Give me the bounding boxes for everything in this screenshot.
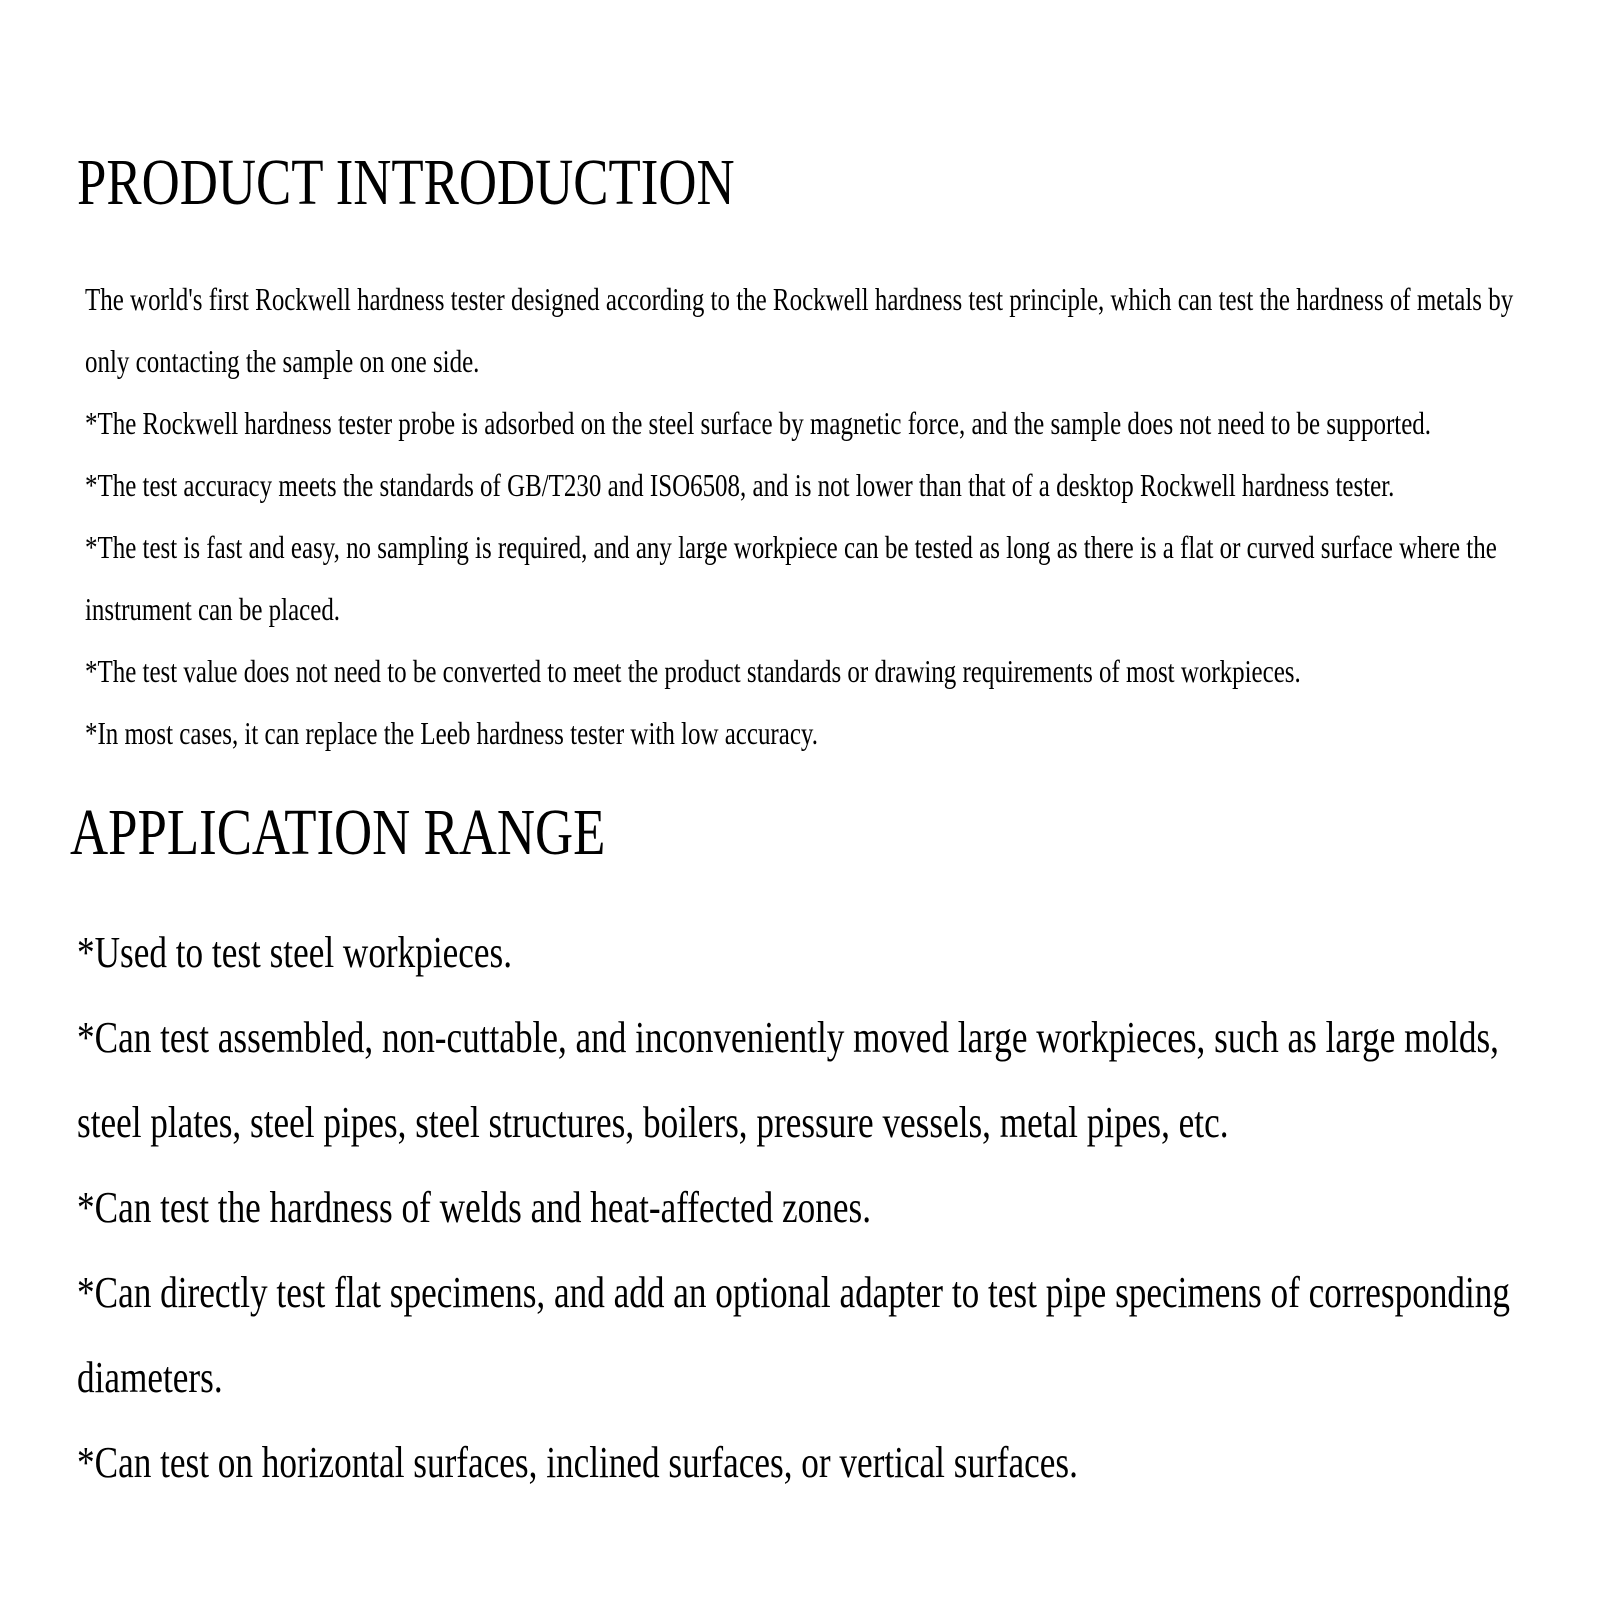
product-introduction-heading: PRODUCT INTRODUCTION xyxy=(77,146,735,219)
range-bullet: *Can directly test flat specimens, and add an optional adapter to test pipe specimens of corresponding diameters. xyxy=(77,1268,1511,1402)
range-bullet: *Can test on horizontal surfaces, inclined surfaces, or vertical surfaces. xyxy=(77,1438,1078,1487)
intro-bullet: *The test is fast and easy, no sampling is required, and any large workpiece can be tested as long as there is a flat or curved surface where the instrument can be placed. xyxy=(85,529,1497,627)
range-bullet: *Used to test steel workpieces. xyxy=(77,928,512,977)
range-bullet: *Can test assembled, non-cuttable, and inconveniently moved large workpieces, such as large molds, steel plates, steel pipes, steel structures, boilers, pressure vessels, metal pipes, etc. xyxy=(77,1013,1499,1147)
intro-bullet: *In most cases, it can replace the Leeb hardness tester with low accuracy. xyxy=(85,715,819,751)
product-introduction-body xyxy=(85,268,1536,764)
intro-bullet: *The test value does not need to be converted to meet the product standards or drawing requirements of most workpieces. xyxy=(85,653,1301,689)
intro-bullet: *The test accuracy meets the standards of GB/T230 and ISO6508, and is not lower than that of a desktop Rockwell hardness tester. xyxy=(85,467,1395,503)
application-range-heading: APPLICATION RANGE xyxy=(70,796,606,869)
intro-bullet: *The Rockwell hardness tester probe is adsorbed on the steel surface by magnetic force, and the sample does not need to be supported. xyxy=(85,405,1432,441)
range-bullet: *Can test the hardness of welds and heat-affected zones. xyxy=(77,1183,871,1232)
application-range-body xyxy=(77,910,1533,1505)
intro-paragraph: The world's first Rockwell hardness tester designed according to the Rockwell hardness test principle, which can test the hardness of metals by only contacting the sample on one side. xyxy=(85,281,1514,379)
